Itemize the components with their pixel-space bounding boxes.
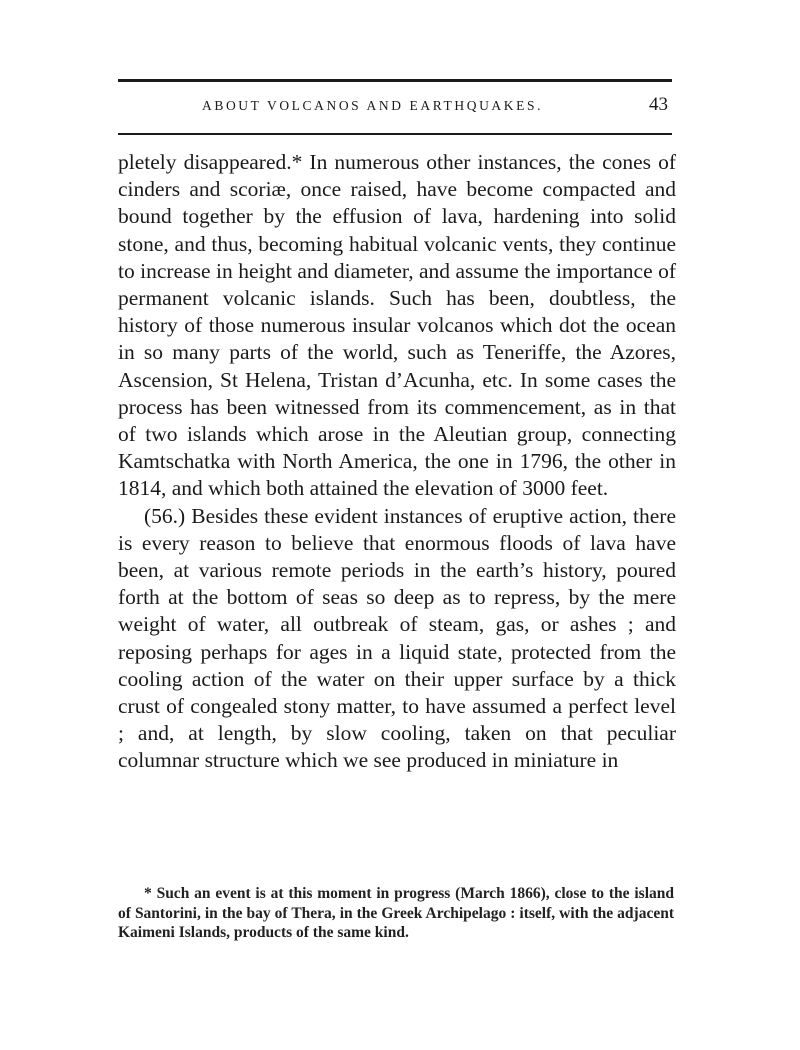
- running-head: [118, 92, 672, 122]
- footnote-text: * Such an event is at this moment in progress (March 1866), close to the island of Santorini, in the bay of Thera, in the Greek Archipelago : itself, with the adjacent Kaimeni Islands, products of the same kind.: [118, 885, 674, 942]
- footnote: [118, 884, 674, 943]
- paragraph-continued: pletely disappeared.* In numerous other instances, the cones of cinders and scoriæ, once raised, have become compacted and bound together by the effusion of lava, hardening into solid stone, and thus, becoming habitual volcanic vents, they continue to increase in height and diameter, and assume the importance of permanent volcanic islands. Such has been, doubtless, the history of those numerous insular volcanos which dot the ocean in so many parts of the world, such as Teneriffe, the Azores, Ascension, St Helena, Tristan d’Acunha, etc. In some cases the process has been witnessed from its commencement, as in that of two islands which arose in the Aleutian group, connecting Kamtschatka with North America, the one in 1796, the other in 1814, and which both attained the elevation of 3000 feet.: [118, 150, 676, 501]
- paragraph-56: (56.) Besides these evident instances of eruptive action, there is every reason to believe that enormous floods of lava have been, at various remote periods in the earth’s history, poured forth at the bottom of seas so deep as to repress, by the mere weight of water, all outbreak of steam, gas, or ashes ; and reposing perhaps for ages in a liquid state, protected from the cooling action of the water on their upper surface by a thick crust of congealed stony matter, to have assumed a perfect level ; and, at length, by slow cooling, taken on that peculiar columnar structure which we see produced in miniature in: [118, 503, 676, 773]
- page-number: 43: [649, 94, 668, 115]
- body-text: [118, 149, 676, 775]
- header-rule-bottom: [118, 133, 672, 135]
- header-rule-top: [118, 79, 672, 82]
- running-title: ABOUT VOLCANOS AND EARTHQUAKES.: [202, 98, 544, 113]
